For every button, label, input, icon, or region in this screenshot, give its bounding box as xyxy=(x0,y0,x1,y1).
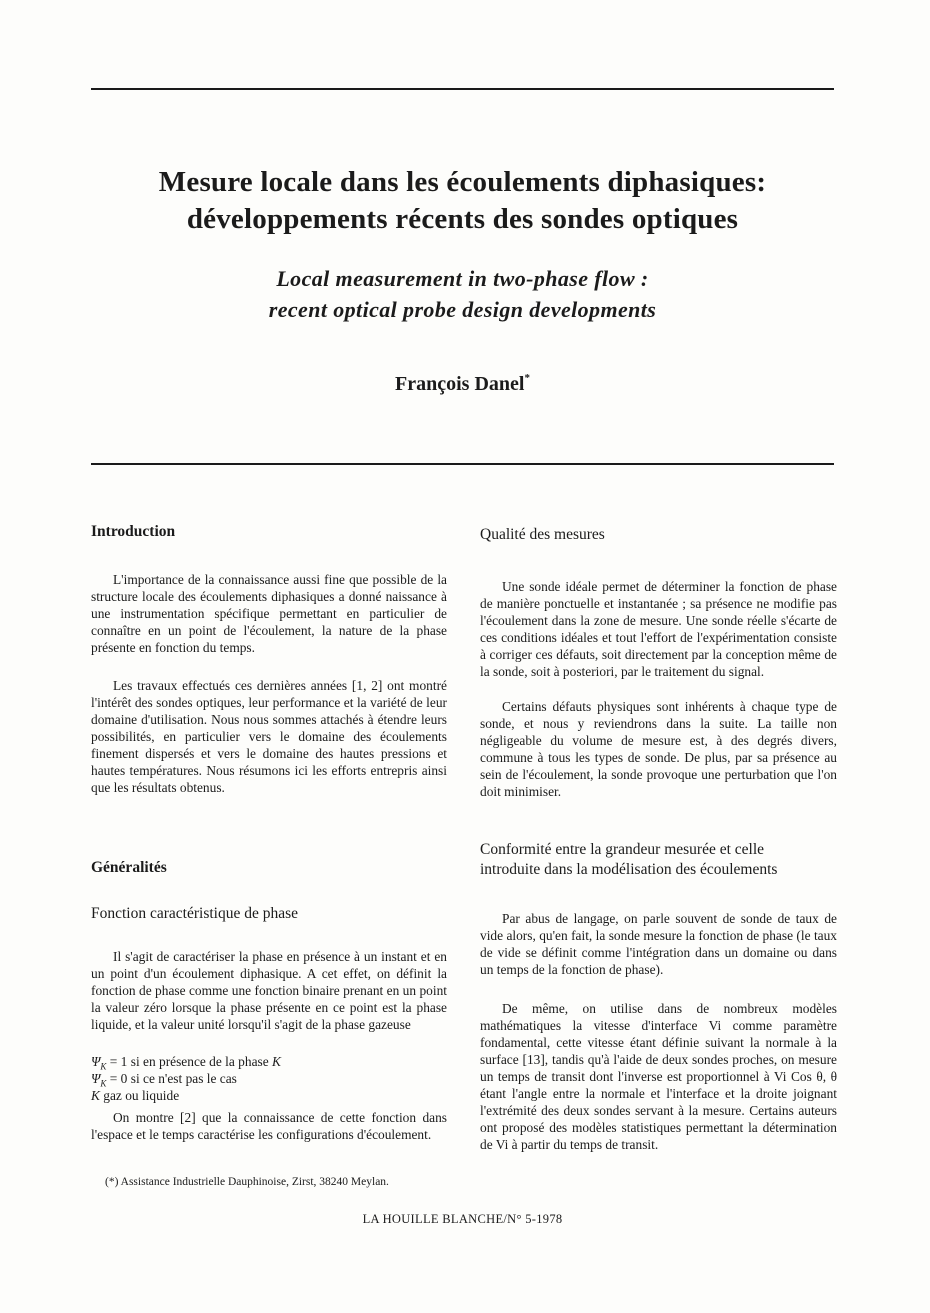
introduction-paragraph-2: Les travaux effectués ces dernières années [1, 2] ont montré l'intérêt des sondes optiques, leur performance et la variété de leur domaine d'utilisation. Nous nous sommes attachés à étendre leurs possibilités, en particulier vers le domaine des écoulements finement dispersés et vers le domaine des hautes pressions et hautes températures. Nous résumons ici les efforts entrepris ainsi que les résultats obtenus. xyxy=(91,678,447,795)
introduction-heading: Introduction xyxy=(91,523,176,540)
quality-heading: Qualité des mesures xyxy=(480,526,605,543)
conformity-heading-line-1: Conformité entre la grandeur mesurée et celle xyxy=(480,841,765,858)
footnote: (*) Assistance Industrielle Dauphinoise, Zirst, 38240 Meylan. xyxy=(105,1176,389,1188)
conformity-paragraph-1: Par abus de langage, on parle souvent de sonde de taux de vide alors, qu'en fait, la sonde mesure la fonction de phase (le taux de vide se définit comme l'intégration dans un domaine ou dans un temps de la fonction de phase). xyxy=(480,911,837,977)
author xyxy=(91,365,834,397)
title-line-2: développements récents des sondes optiques xyxy=(186,203,739,235)
quality-paragraph-2: Certains défauts physiques sont inhérents à chaque type de sonde, et nous y reviendrons dans la suite. La taille non négligeable du volume de mesure est, à des degrés divers, commune à tous les types de sonde. De plus, par sa présence au sein de l'écoulement, la sonde provoque une perturbation que l'on doit minimiser. xyxy=(480,699,837,799)
equation-line-2: $\Psi_K = 0$ si ce n'est pas le cas xyxy=(91,1071,237,1089)
conformity-heading-line-2: introduite dans la modélisation des écoulements xyxy=(480,861,778,878)
subtitle-line-1: Local measurement in two-phase flow : xyxy=(276,266,649,291)
header-rule xyxy=(91,463,834,465)
author-footnote-mark: * xyxy=(524,372,530,384)
article-subtitle xyxy=(91,263,834,325)
quality-paragraph-1: Une sonde idéale permet de déterminer la fonction de phase de manière ponctuelle et instantanée ; sa présence ne modifie pas l'écoulement dans la zone de mesure. Une sonde réelle s'écarte de ces conditions idéales et tout l'effort de l'expérimentation consiste à corriger ces défauts, soit directement par la conception même de la sonde, soit à posteriori, par le traitement du signal. xyxy=(480,579,837,679)
journal-footer: LA HOUILLE BLANCHE/N° 5-1978 xyxy=(362,1212,563,1226)
subtitle-line-2: recent optical probe design developments xyxy=(268,297,657,322)
introduction-paragraph-1: L'importance de la connaissance aussi fine que possible de la structure locale des écoulements diphasiques a donné naissance à une instrumentation spécifique permettant en particulier de connaître en un point de l'écoulement, la nature de la phase présente en fonction du temps. xyxy=(91,572,447,655)
article-title xyxy=(91,164,834,238)
conformity-paragraph-2: De même, on utilise dans de nombreux modèles mathématiques la vitesse d'interface Vi comme paramètre fondamental, cette vitesse étant définie suivant la normale à la surface [13], tandis qu'à l'aide de deux sondes proches, on mesure un temps de transit dont l'inverse est proportionnel à Vi Cos θ, θ étant l'angle entre la normale et l'interface et la droite joignant l'extrémité des deux sondes servant à la mesure. Certains auteurs ont proposé des modèles statistiques permettant la détermination de Vi à partir du temps de transit. xyxy=(480,1001,837,1152)
title-line-1: Mesure locale dans les écoulements diphasiques: xyxy=(158,166,767,198)
phase-function-heading: Fonction caractéristique de phase xyxy=(91,905,299,922)
author-name: François Danel xyxy=(395,373,525,395)
equation-line-1: $\Psi_K = 1$ si en présence de la phase K xyxy=(91,1054,281,1072)
conformity-heading xyxy=(480,840,837,880)
generalites-heading: Généralités xyxy=(91,859,167,876)
top-rule xyxy=(91,88,834,90)
phase-paragraph-2: On montre [2] que la connaissance de cette fonction dans l'espace et le temps caractérise les configurations d'écoulement. xyxy=(91,1110,447,1142)
phase-paragraph-1: Il s'agit de caractériser la phase en présence à un instant et en un point d'un écoulement diphasique. A cet effet, on définit la fonction de phase comme une fonction binaire prenant en un point la valeur zéro lorsque la phase présente en ce point est la phase liquide, et la valeur unité lorsqu'il s'agit de la phase gazeuse xyxy=(91,949,447,1032)
equation-line-3: K gaz ou liquide xyxy=(91,1088,180,1103)
